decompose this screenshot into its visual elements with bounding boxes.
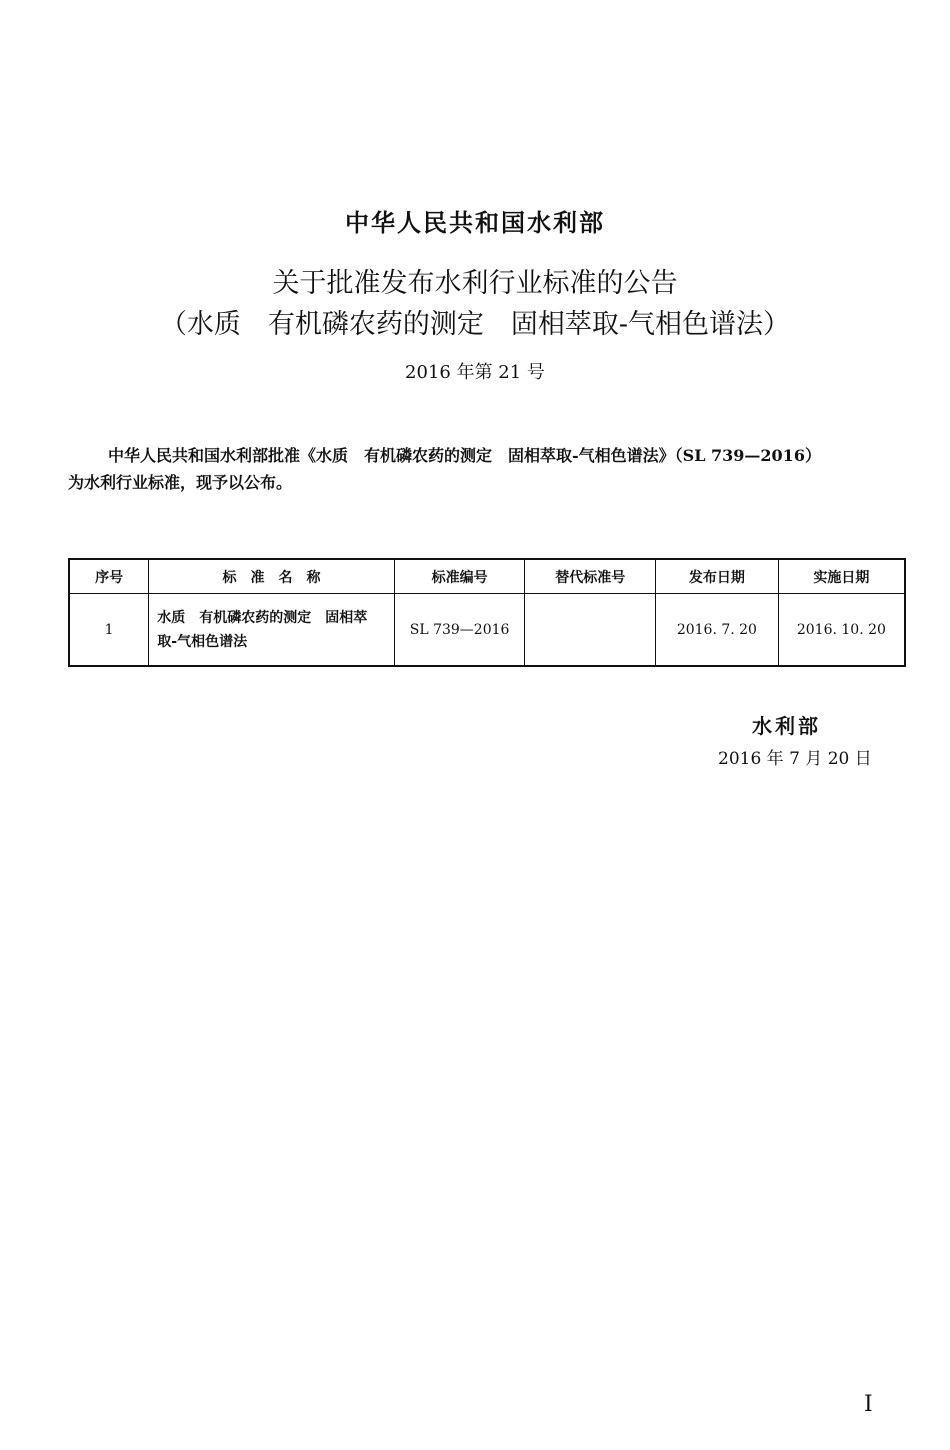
header-name: 标 准 名 称: [149, 559, 394, 594]
cell-seq: 1: [69, 594, 149, 667]
announcement-subtitle: （水质 有机磷农药的测定 固相萃取-气相色谱法）: [159, 309, 791, 340]
table-header-row: [69, 559, 905, 594]
header-seq: 序号: [69, 559, 149, 594]
body-line-2: 为水利行业标准，现予以公布。: [68, 473, 293, 492]
cell-effective-date: 2016. 10. 20: [778, 594, 905, 667]
cell-issue-date: 2016. 7. 20: [656, 594, 779, 667]
header-issue-date: 发布日期: [656, 559, 779, 594]
body-line-1: 中华人民共和国水利部批准《水质 有机磷农药的测定 固相萃取-气相色谱法》（SL 739—2016）: [108, 446, 821, 465]
page-number: I: [864, 1392, 873, 1417]
issuing-ministry: 中华人民共和国水利部: [345, 209, 605, 237]
signing-authority: 水利部: [752, 714, 821, 738]
signing-date: 2016 年 7 月 20 日: [718, 749, 872, 769]
announcement-title: 关于批准发布水利行业标准的公告: [272, 268, 678, 299]
header-code: 标准编号: [394, 559, 525, 594]
cell-replaces: [525, 594, 656, 667]
standards-table: [68, 558, 906, 667]
header-effective-date: 实施日期: [778, 559, 905, 594]
document-number: 2016 年第 21 号: [405, 362, 545, 383]
table-row: [69, 594, 905, 667]
announcement-body: [68, 442, 910, 496]
cell-standard-name: 水质 有机磷农药的测定 固相萃取-气相色谱法: [149, 594, 394, 667]
header-replaces: 替代标准号: [525, 559, 656, 594]
cell-standard-code: SL 739—2016: [394, 594, 525, 667]
